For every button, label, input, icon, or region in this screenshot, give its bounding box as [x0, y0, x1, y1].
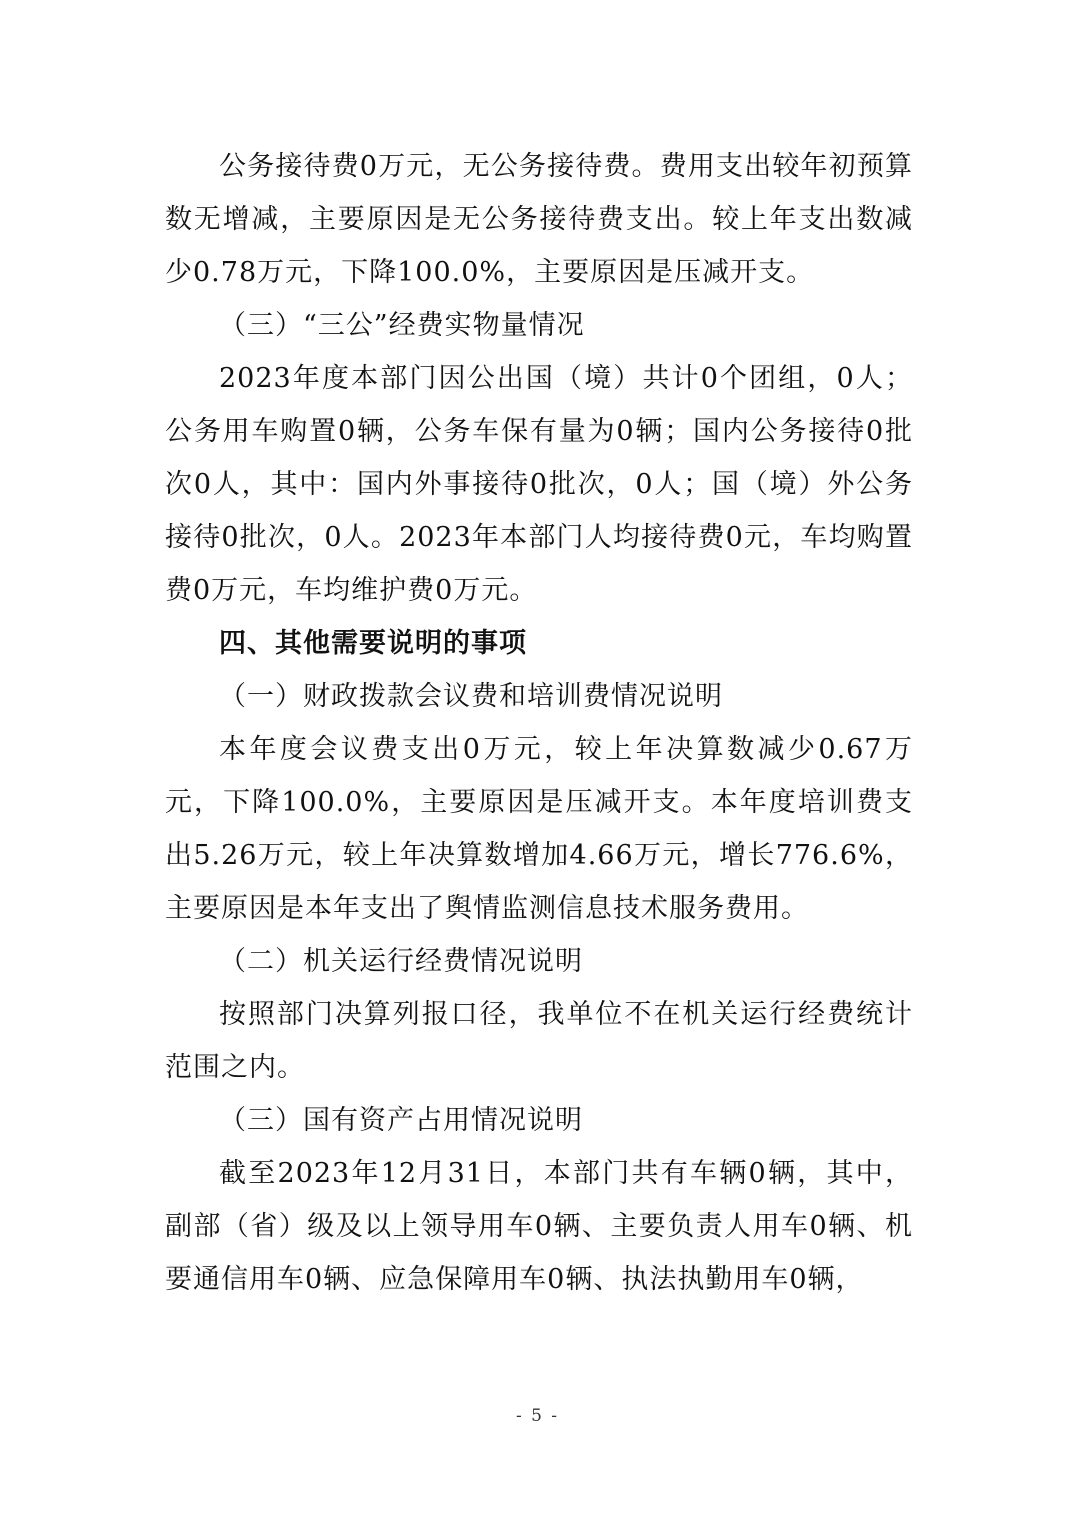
para-meeting-training: 本年度会议费支出0万元，较上年决算数减少0.67万元，下降100.0%，主要原因是压减开支。本年度培训费支出5.26万元，较上年决算数增加4.66万元，增长776.6%，主要原因是本年支出了舆情监测信息技术服务费用。 — [165, 734, 913, 924]
heading-three-public-quantity: （三）“三公”经费实物量情况 — [219, 310, 585, 341]
para-reception-fee: 公务接待费0万元，无公务接待费。费用支出较年初预算数无增减，主要原因是无公务接待费支出。较上年支出数减少0.78万元，下降100.0%，主要原因是压减开支。 — [165, 151, 913, 288]
heading-operating-expenses: （二）机关运行经费情况说明 — [219, 946, 583, 977]
para-state-assets: 截至2023年12月31日，本部门共有车辆0辆，其中，副部（省）级及以上领导用车0辆、主要负责人用车0辆、机要通信用车0辆、应急保障用车0辆、执法执勤用车0辆， — [165, 1158, 913, 1295]
para-operating-expenses: 按照部门决算列报口径，我单位不在机关运行经费统计范围之内。 — [165, 999, 913, 1083]
heading-meeting-training: （一）财政拨款会议费和培训费情况说明 — [219, 681, 723, 712]
heading-state-assets: （三）国有资产占用情况说明 — [219, 1105, 583, 1136]
para-three-public-quantity: 2023年度本部门因公出国（境）共计0个团组，0人；公务用车购置0辆，公务车保有量为0辆；国内公务接待0批次0人，其中：国内外事接待0批次，0人；国（境）外公务接待0批次，0人。2023年本部门人均接待费0元，车均购置费0万元，车均维护费0万元。 — [165, 363, 913, 606]
document-body — [165, 140, 913, 1306]
heading-other-matters: 四、其他需要说明的事项 — [219, 628, 527, 659]
page-number: - 5 - — [515, 1406, 560, 1426]
